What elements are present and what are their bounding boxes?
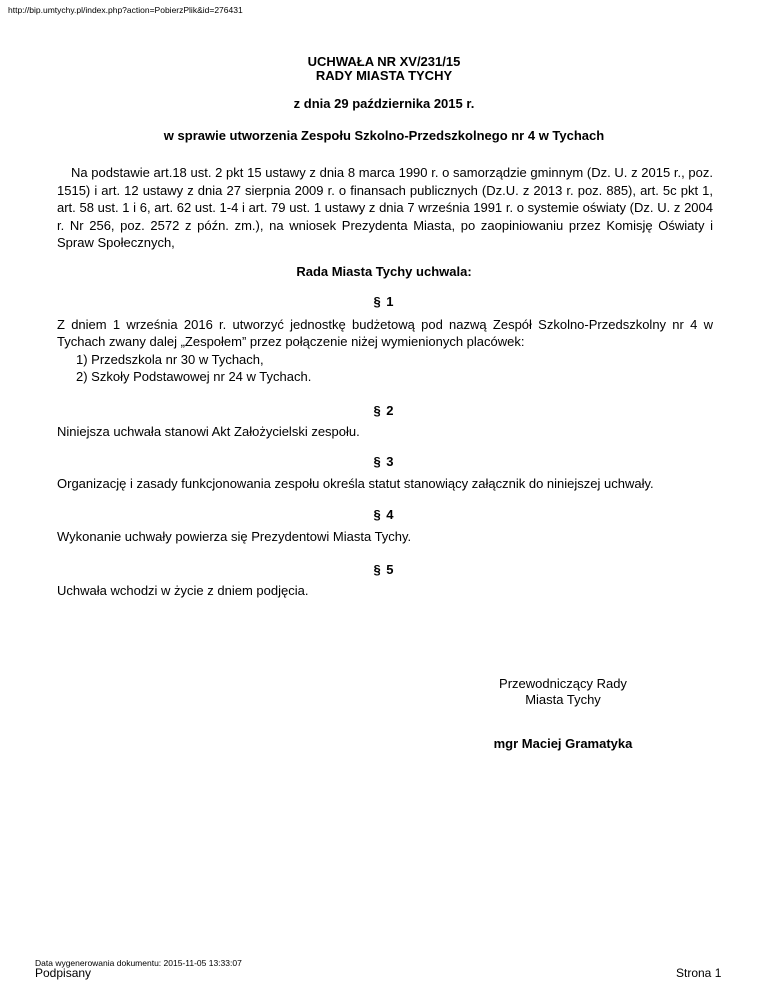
page-number: Strona 1 (676, 966, 722, 980)
section-text-5: Uchwała wchodzi w życie z dniem podjęcia. (57, 583, 309, 598)
resolves-heading: Rada Miasta Tychy uchwala: (296, 264, 472, 279)
section-heading-1: § 1 (373, 294, 395, 309)
signatory-role-line2: Miasta Tychy (525, 692, 601, 707)
section-text-1: Z dniem 1 września 2016 r. utworzyć jednostkę budżetową pod nazwą Zespół Szkolno-Przedszkolny nr 4 w Tychach zwany dalej „Zespołem” przez połączenie niżej wymienionych placówek: (57, 317, 713, 349)
list-item: 1) Przedszkola nr 30 w Tychach, (76, 352, 264, 367)
section-heading-4: § 4 (373, 507, 395, 522)
list-item: 2) Szkoły Podstawowej nr 24 w Tychach. (76, 368, 312, 384)
signed-label: Podpisany (35, 966, 92, 980)
section-heading-3: § 3 (373, 454, 395, 469)
section-text-3: Organizację i zasady funkcjonowania zespołu określa statut stanowiący załącznik do niniejszej uchwały. (57, 476, 654, 491)
resolution-title: UCHWAŁA NR XV/231/15 (307, 54, 461, 69)
resolution-subject: w sprawie utworzenia Zespołu Szkolno-Przedszkolnego nr 4 w Tychach (163, 128, 605, 143)
section-heading-2: § 2 (373, 403, 395, 418)
council-name: RADY MIASTA TYCHY (315, 68, 453, 83)
section-heading-5: § 5 (373, 562, 395, 577)
merged-institutions-list (76, 352, 311, 385)
signatory-role (460, 676, 666, 708)
section-text-2: Niniejsza uchwała stanowi Akt Założycielski zespołu. (57, 424, 360, 439)
resolution-date: z dnia 29 października 2015 r. (293, 96, 475, 111)
section-text-4: Wykonanie uchwały powierza się Prezydentowi Miasta Tychy. (57, 529, 412, 544)
signatory-name: mgr Maciej Gramatyka (493, 736, 633, 751)
preamble (57, 164, 713, 252)
signatory-role-line1: Przewodniczący Rady (499, 676, 627, 691)
source-url: http://bip.umtychy.pl/index.php?action=PobierzPlik&id=276431 (8, 5, 243, 15)
generation-date: Data wygenerowania dokumentu: 2015-11-05 13:33:07 (35, 958, 242, 968)
preamble-text: Na podstawie art.18 ust. 2 pkt 15 ustawy z dnia 8 marca 1990 r. o samorządzie gminnym (Dz. U. z 2015 r., poz. 1515) i art. 12 ustawy z dnia 27 sierpnia 2009 r. o finansach publicznych (Dz.U. z 2013 r. poz. 885), art. 5c pkt 1, art. 58 ust. 1 i 6, art. 62 ust. 1-4 i art. 79 ust. 1 ustawy z dnia 7 września 1991 r. o systemie oświaty (Dz. U. z 2004 r. Nr 256, poz. 2572 z późn. zm.), na wniosek Prezydenta Miasta, po zaopiniowaniu przez Komisję Oświaty i Spraw Społecznych, (57, 165, 713, 250)
